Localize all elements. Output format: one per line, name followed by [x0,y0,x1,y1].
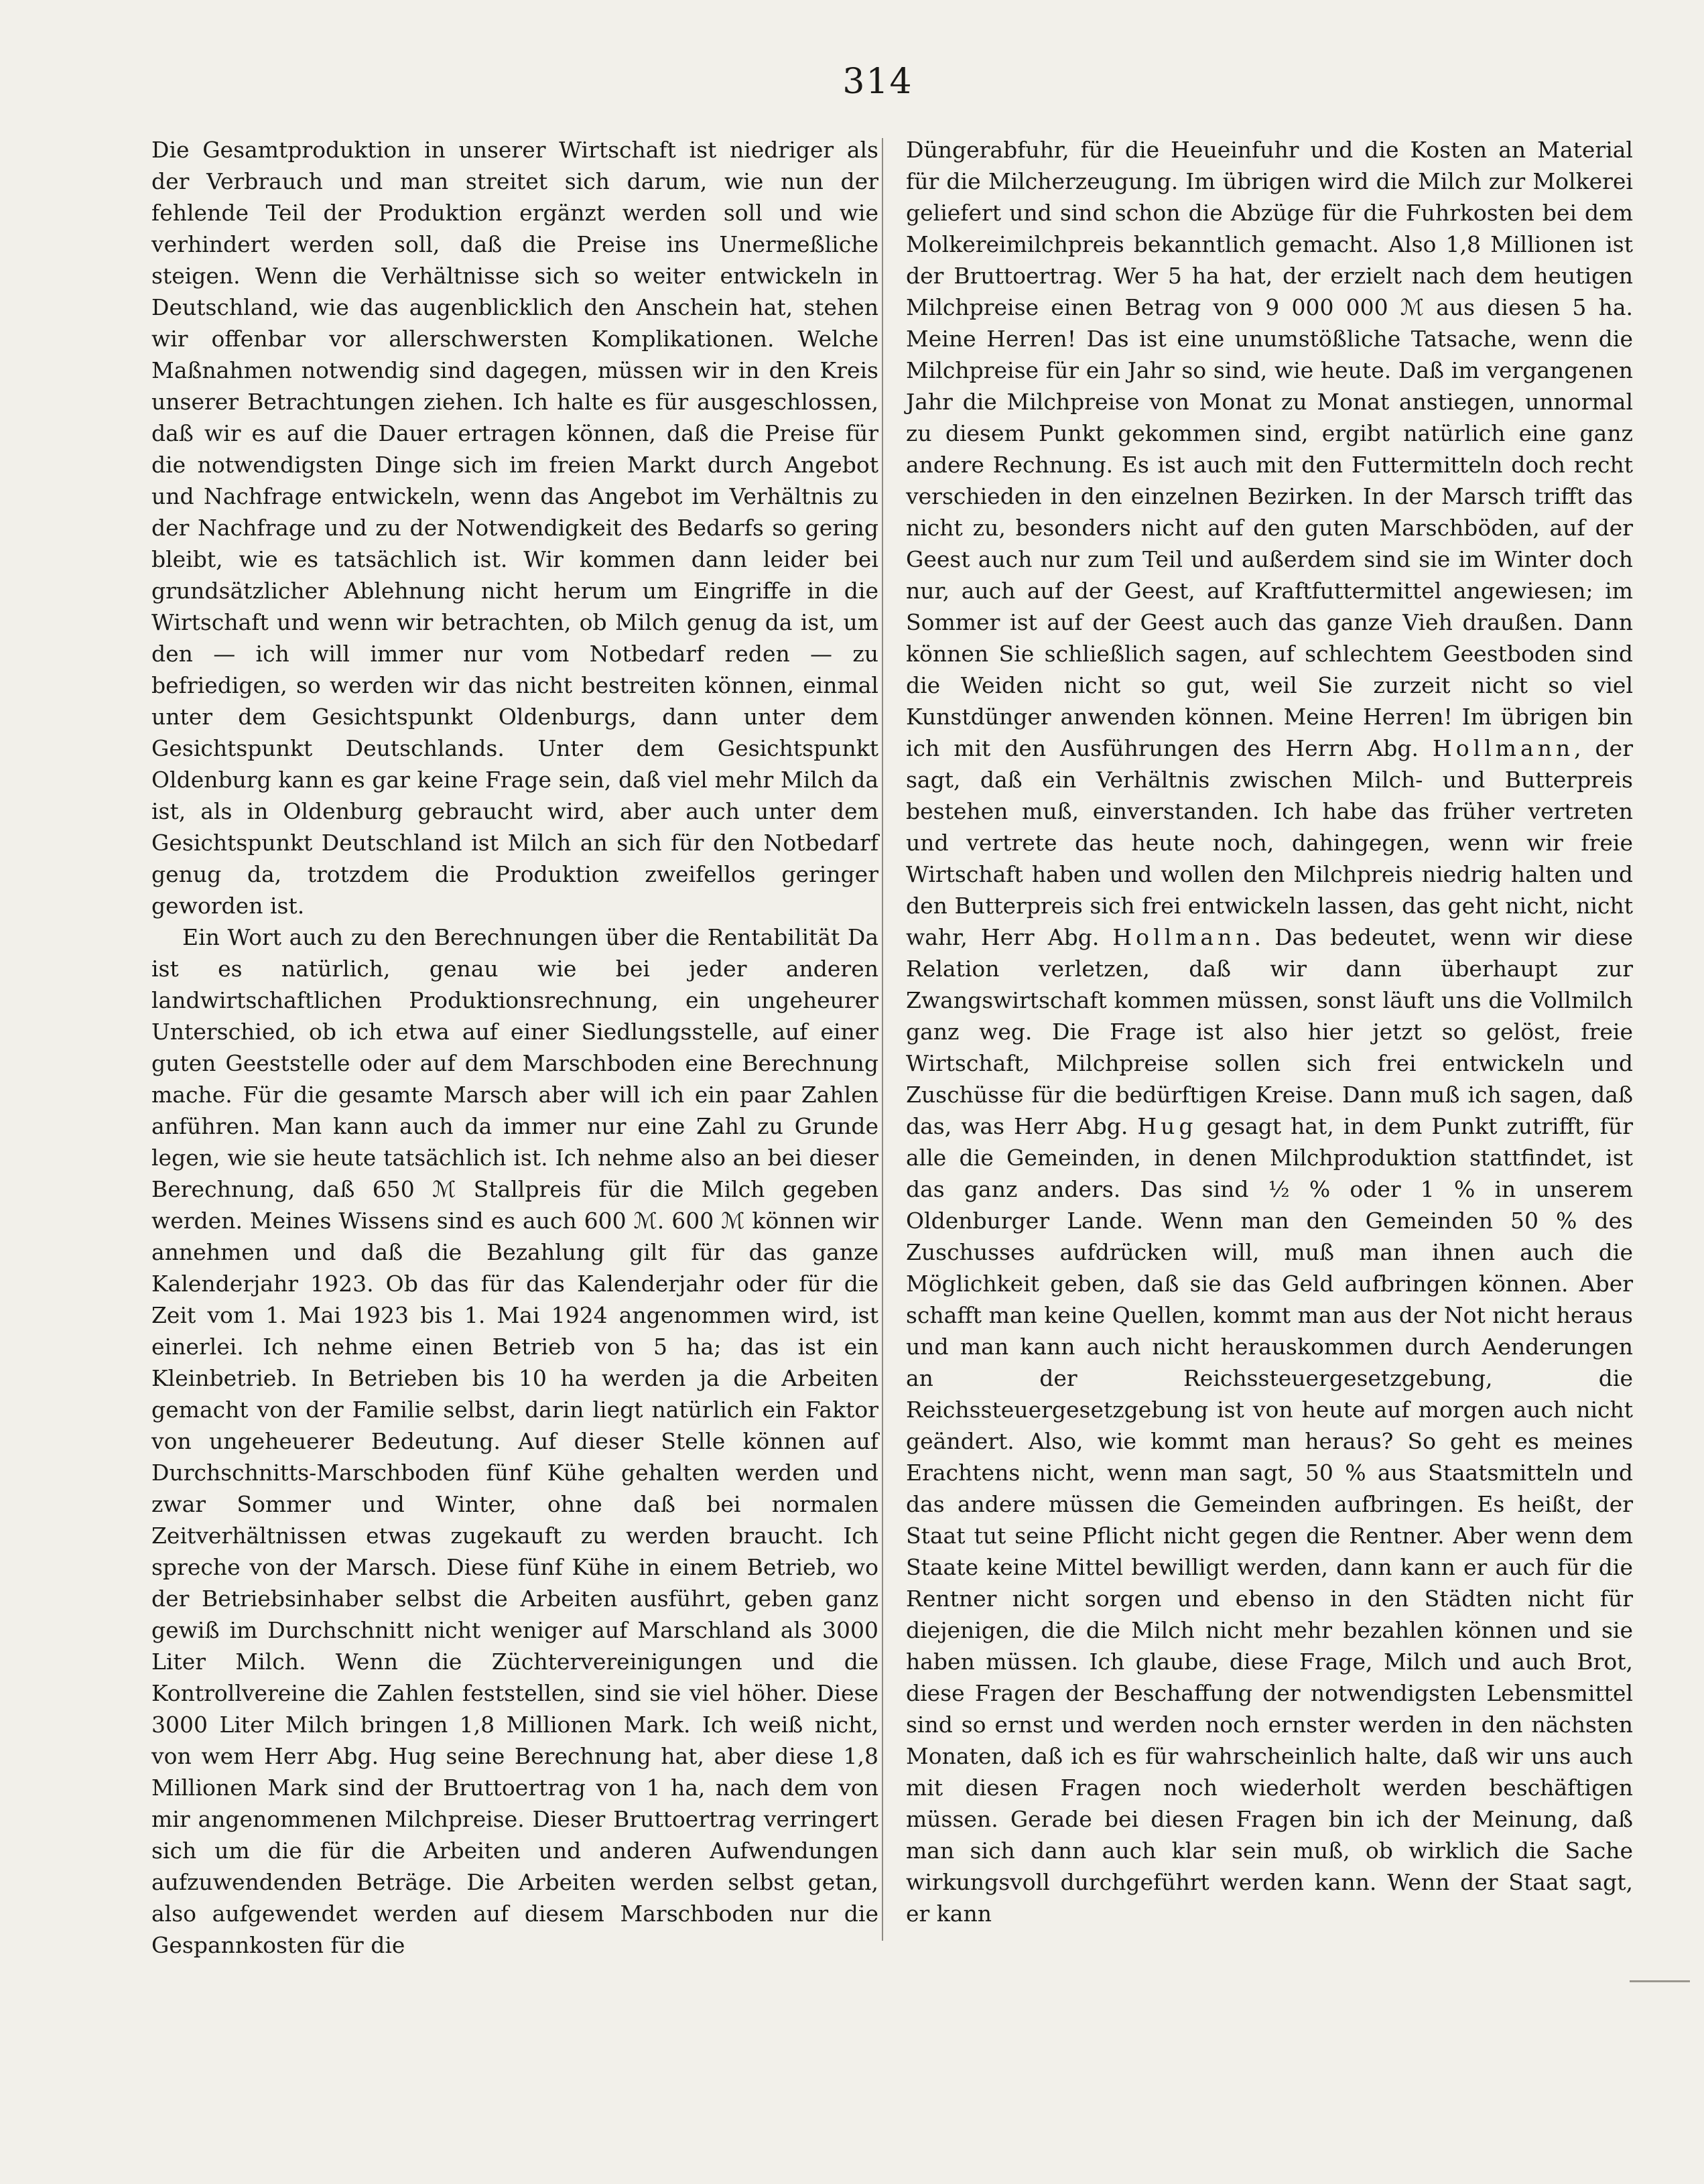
paragraph: Ein Wort auch zu den Berechnungen über die Rentabilität Da ist es natürlich, genau wie bei jeder anderen landwirtschaftlichen Produktionsrechnung, ein ungeheurer Unterschied, ob ich etwa auf einer Siedlungsstelle, auf einer guten Geeststelle oder auf dem Marschboden eine Berechnung mache. Für die gesamte Marsch aber will ich ein paar Zahlen anführen. Man kann auch da immer nur eine Zahl zu Grunde legen, wie sie heute tatsächlich ist. Ich nehme also an bei dieser Berechnung, daß 650 ℳ Stallpreis für die Milch gegeben werden. Meines Wissens sind es auch 600 ℳ. 600 ℳ können wir annehmen und daß die Bezahlung gilt für das ganze Kalenderjahr 1923. Ob das für das Kalenderjahr oder für die Zeit vom 1. Mai 1923 bis 1. Mai 1924 angenommen wird, ist einerlei. Ich nehme einen Betrieb von 5 ha; das ist ein Kleinbetrieb. In Betrieben bis 10 ha werden ja die Arbeiten gemacht von der Familie selbst, darin liegt natürlich ein Faktor von ungeheuerer Bedeutung. Auf dieser Stelle können auf Durchschnitts-Marschboden fünf Kühe gehalten werden und zwar Sommer und Winter, ohne daß bei normalen Zeitverhältnissen etwas zugekauft zu werden braucht. Ich spreche von der Marsch. Diese fünf Kühe in einem Betrieb, wo der Betriebsinhaber selbst die Arbeiten ausführt, geben ganz gewiß im Durchschnitt nicht weniger auf Marschland als 3000 Liter Milch. Wenn die Züchtervereinigungen und die Kontrollvereine die Zahlen feststellen, sind sie viel höher. Diese 3000 Liter Milch bringen 1,8 Millionen Mark. Ich weiß nicht, von wem Herr Abg. Hug seine Berechnung hat, aber diese 1,8 Millionen Mark sind der Bruttoertrag von 1 ha, nach dem von mir angenommenen Milchpreise. Dieser Bruttoertrag verringert sich um die für die Arbeiten und anderen Aufwendungen aufzuwendenden Beträge. Die Arbeiten werden selbst getan, also aufgewendet werden auf diesem Marschboden nur die Gespannkosten für die [151,924,878,1958]
text-run: Düngerabfuhr, für die Heueinfuhr und die Kosten an Material für die Milcherzeugung. Im übrigen wird die Milch zur Molkerei geliefert und sind schon die Abzüge für die Fuhrkosten bei dem Molkereimilchpreis bekanntlich gemacht. Also 1,8 Millionen ist der Bruttoertrag. Wer 5 ha hat, der erzielt nach dem heutigen Milchpreise einen Betrag von 9 000 000 ℳ aus diesen 5 ha. Meine Herren! Das ist eine unumstößliche Tatsache, wenn die Milchpreise für ein Jahr so sind, wie heute. Daß im vergangenen Jahr die Milchpreise von Monat zu Monat anstiegen, unnormal zu diesem Punkt gekommen sind, ergibt natürlich eine ganz andere Rechnung. Es ist auch mit den Futtermitteln doch recht verschieden in den einzelnen Bezirken. In der Marsch trifft das nicht zu, besonders nicht auf den guten Marschböden, auf der Geest auch nur zum Teil und außerdem sind sie im Winter doch nur, auch auf der Geest, auf Kraftfuttermittel angewiesen; im Sommer ist auf der Geest auch das ganze Vieh draußen. Dann können Sie schließlich sagen, auf schlechtem Geestboden sind die Weiden nicht so gut, weil Sie zurzeit nicht so viel Kunstdünger anwenden können. Meine Herren! Im übrigen bin ich mit den Ausführungen des Herrn Abg. [906,137,1633,761]
edge-mark [1630,1980,1690,1982]
paragraph: Die Gesamtproduktion in unserer Wirtschaft ist niedriger als der Verbrauch und man streitet sich darum, wie nun der fehlende Teil der Produktion ergänzt werden soll und wie verhindert werden soll, daß die Preise ins Unermeßliche steigen. Wenn die Verhältnisse sich so weiter entwickeln in Deutschland, wie das augenblicklich den Anschein hat, stehen wir offenbar vor allerschwersten Komplikationen. Welche Maßnahmen notwendig sind dagegen, müssen wir in den Kreis unserer Betrachtungen ziehen. Ich halte es für ausgeschlossen, daß wir es auf die Dauer ertragen können, daß die Preise für die notwendigsten Dinge sich im freien Markt durch Angebot und Nachfrage entwickeln, wenn das Angebot im Verhältnis zu der Nachfrage und zu der Notwendigkeit des Bedarfs so gering bleibt, wie es tatsächlich ist. Wir kommen dann leider bei grundsätzlicher Ablehnung nicht herum um Eingriffe in die Wirtschaft und wenn wir betrachten, ob Milch genug da ist, um den — ich will immer nur vom Notbedarf reden — zu befriedigen, so werden wir das nicht bestreiten können, einmal unter dem Gesichtspunkt Oldenburgs, dann unter dem Gesichtspunkt Deutschlands. Unter dem Gesichtspunkt Oldenburg kann es gar keine Frage sein, daß viel mehr Milch da ist, als in Oldenburg gebraucht wird, aber auch unter dem Gesichtspunkt Deutschland ist Milch an sich für den Notbedarf genug da, trotzdem die Produktion zweifellos geringer geworden ist. [151,137,878,919]
speaker-name: Hug [1137,1113,1197,1139]
right-column [906,134,1633,1929]
left-column [151,134,878,1961]
speaker-name: Hollmann [1432,735,1575,761]
column-divider [882,138,883,1941]
paragraph [906,134,1633,1929]
page-number: 314 [842,62,913,102]
text-run: . Das bedeutet, wenn wir diese Relation verletzen, daß wir dann überhaupt zur Zwangswirtschaft kommen müssen, sonst läuft uns die Vollmilch ganz weg. Die Frage ist also hier jetzt so gelöst, freie Wirtschaft, Milchpreise sollen sich frei entwickeln und Zuschüsse für die bedürftigen Kreise. Dann muß ich sagen, daß das, was Herr Abg. [906,924,1633,1139]
text-run: gesagt hat, in dem Punkt zutrifft, für alle die Gemeinden, in denen Milchproduktion stattfindet, ist das ganz anders. Das sind ½ % oder 1 % in unserem Oldenburger Lande. Wenn man den Gemeinden 50 % des Zuschusses aufdrücken will, muß man ihnen auch die Möglichkeit geben, daß sie das Geld aufbringen können. Aber schafft man keine Quellen, kommt man aus der Not nicht heraus und man kann auch nicht herauskommen durch Aenderungen an der Reichssteuergesetzgebung, die Reichssteuergesetzgebung ist von heute auf morgen auch nicht geändert. Also, wie kommt man heraus? So geht es meines Erachtens nicht, wenn man sagt, 50 % aus Staatsmitteln und das andere müssen die Gemeinden aufbringen. Es heißt, der Staat tut seine Pflicht nicht gegen die Rentner. Aber wenn dem Staate keine Mittel bewilligt werden, dann kann er auch für die Rentner nicht sorgen und ebenso in den Städten nicht für diejenigen, die die Milch nicht mehr bezahlen können und sie haben müssen. Ich glaube, diese Frage, Milch und auch Brot, diese Fragen der Beschaffung der notwendigsten Lebensmittel sind so ernst und werden noch ernster werden in den nächsten Monaten, daß ich es für wahrscheinlich halte, daß wir uns auch mit diesen Fragen noch wiederholt werden beschäftigen müssen. Gerade bei diesen Fragen bin ich der Meinung, daß man sich dann auch klar sein muß, ob wirklich die Sache wirkungsvoll durchgeführt werden kann. Wenn der Staat sagt, er kann [906,1113,1633,1927]
text-run: , der sagt, daß ein Verhältnis zwischen Milch- und Butterpreis bestehen muß, einverstanden. Ich habe das früher vertreten und vertrete das heute noch, dahingegen, wenn wir freie Wirtschaft haben und wollen den Milchpreis niedrig halten und den Butterpreis sich frei entwickeln lassen, das geht nicht, nicht wahr, Herr Abg. [906,735,1633,950]
speaker-name: Hollmann [1112,924,1254,950]
